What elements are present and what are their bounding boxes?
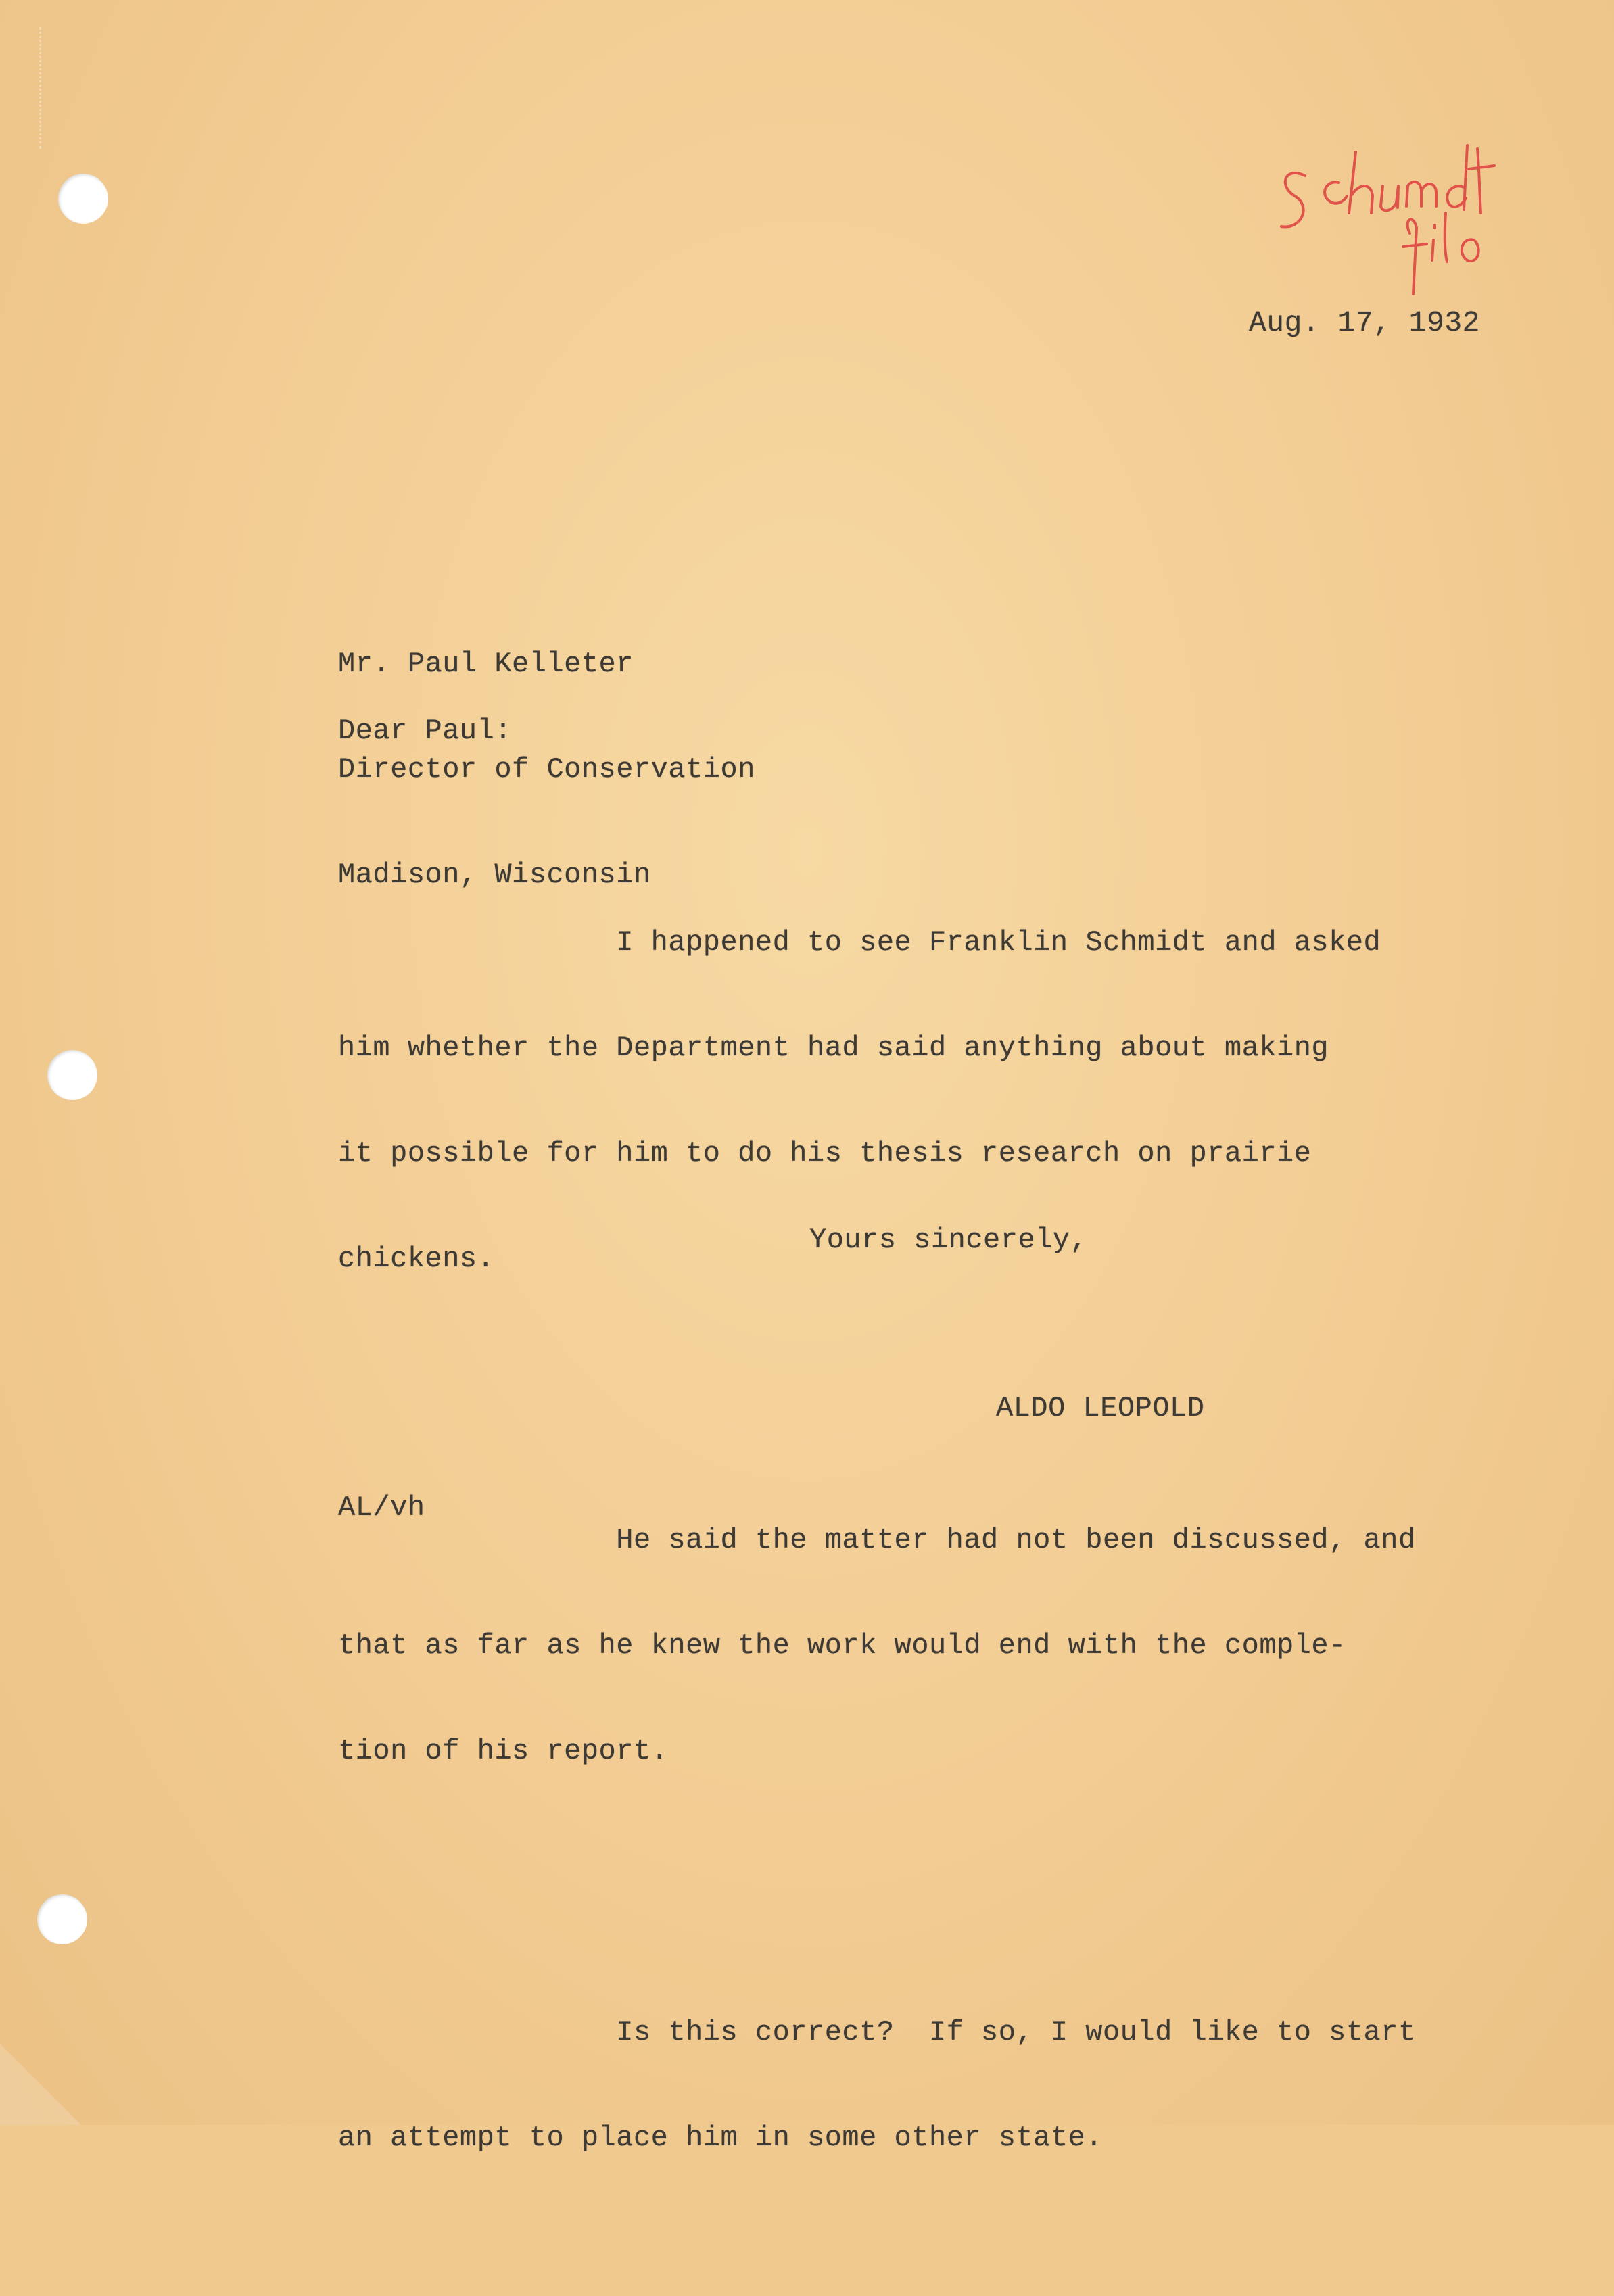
paragraph-1 — [338, 855, 1416, 1347]
paragraph-line: an attempt to place him in some other state. — [338, 2122, 1103, 2154]
paragraph-line: chickens. — [338, 1243, 495, 1275]
typist-initials: AL/vh — [338, 1491, 425, 1524]
recipient-title: Director of Conservation — [338, 753, 755, 786]
salutation: Dear Paul: — [338, 715, 513, 747]
paper-crease — [39, 27, 62, 149]
paragraph-line: it possible for him to do his thesis research on prairie — [338, 1137, 1312, 1170]
letter-body — [338, 784, 1416, 2296]
recipient-name: Mr. Paul Kelleter — [338, 648, 634, 680]
paragraph-2 — [338, 1452, 1416, 1839]
paragraph-line: him whether the Department had said anything about making — [338, 1032, 1329, 1064]
paragraph-3 — [338, 1944, 1416, 2226]
closing: Yours sincerely, — [809, 1224, 1088, 1256]
paragraph-line: Is this correct? If so, I would like to start — [338, 2016, 1416, 2049]
recipient-city: Madison, Wisconsin — [338, 859, 651, 891]
paragraph-line: He said the matter had not been discussed, and — [338, 1524, 1416, 1556]
paragraph-line: tion of his report. — [338, 1735, 669, 1767]
punch-hole-middle — [47, 1050, 97, 1100]
paragraph-line: that as far as he knew the work would end with the comple- — [338, 1629, 1346, 1662]
folded-corner — [0, 2044, 81, 2125]
punch-hole-top — [58, 174, 108, 224]
letter-date: Aug. 17, 1932 — [1249, 306, 1480, 339]
paragraph-line: I happened to see Franklin Schmidt and asked — [338, 926, 1381, 959]
handwritten-annotation — [1264, 112, 1521, 301]
punch-hole-bottom — [37, 1894, 87, 1944]
signature-name: ALDO LEOPOLD — [996, 1392, 1205, 1425]
